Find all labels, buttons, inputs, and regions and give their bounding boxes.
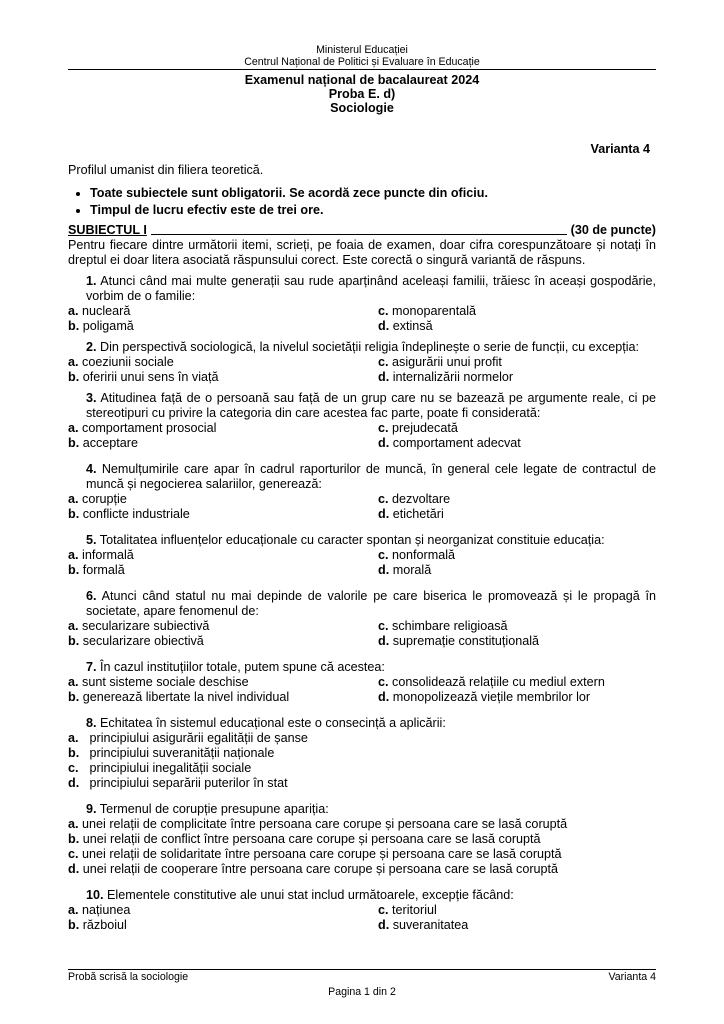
option-letter: a. bbox=[68, 355, 79, 369]
option-letter: d. bbox=[378, 436, 390, 450]
option-text: secularizare subiectivă bbox=[82, 619, 210, 633]
option-letter: a. bbox=[68, 619, 79, 633]
answer-option bbox=[68, 355, 378, 370]
answer-option bbox=[378, 675, 656, 690]
section-points: (30 de puncte) bbox=[570, 223, 656, 237]
question-stem bbox=[68, 391, 656, 421]
answer-option bbox=[378, 548, 656, 563]
footer-right: Varianta 4 bbox=[608, 971, 656, 983]
answer-option bbox=[68, 675, 378, 690]
answer-option bbox=[378, 507, 656, 522]
question-6 bbox=[68, 589, 656, 649]
answer-options bbox=[68, 675, 656, 705]
answer-option bbox=[68, 421, 378, 436]
question-number: 7. bbox=[86, 660, 97, 674]
option-text: informală bbox=[82, 548, 134, 562]
option-letter: c. bbox=[378, 548, 389, 562]
option-text: coeziunii sociale bbox=[82, 355, 174, 369]
question-number: 6. bbox=[86, 589, 97, 603]
option-letter: a. bbox=[68, 548, 79, 562]
answer-option bbox=[68, 847, 656, 862]
option-letter: b. bbox=[68, 319, 80, 333]
answer-option bbox=[378, 370, 656, 385]
option-letter: b. bbox=[68, 370, 80, 384]
question-stem bbox=[68, 462, 656, 492]
option-text: principiului asigurării egalității de șanse bbox=[89, 731, 308, 745]
option-letter: a. bbox=[68, 304, 79, 318]
question-stem bbox=[68, 533, 656, 548]
answer-option bbox=[68, 761, 656, 776]
option-text: formală bbox=[82, 563, 125, 577]
exam-title: Examenul național de bacalaureat 2024 bbox=[244, 73, 480, 87]
header bbox=[68, 44, 656, 70]
answer-option bbox=[68, 690, 378, 705]
answer-option bbox=[378, 319, 656, 334]
answer-option bbox=[378, 918, 656, 933]
answer-options bbox=[68, 619, 656, 649]
option-text: principiului inegalității sociale bbox=[89, 761, 252, 775]
answer-option bbox=[68, 903, 378, 918]
section-underline bbox=[151, 223, 567, 235]
question-stem bbox=[68, 660, 656, 675]
rule-item: • Toate subiectele sunt obligatorii. Se acordă zece puncte din oficiu. bbox=[90, 186, 656, 201]
option-letter: d. bbox=[68, 862, 80, 876]
option-text: monoparentală bbox=[392, 304, 477, 318]
option-letter: b. bbox=[68, 634, 80, 648]
answer-option bbox=[68, 634, 378, 649]
question-stem bbox=[68, 589, 656, 619]
answer-options bbox=[68, 304, 656, 334]
option-letter: a. bbox=[68, 731, 79, 745]
question-4 bbox=[68, 462, 656, 522]
option-letter: c. bbox=[378, 421, 389, 435]
answer-option bbox=[378, 690, 656, 705]
option-text: comportament prosocial bbox=[82, 421, 217, 435]
option-text: corupție bbox=[82, 492, 127, 506]
question-text: Elementele constitutive ale unui stat includ următoarele, excepție făcând: bbox=[107, 888, 514, 902]
option-text: sunt sisteme sociale deschise bbox=[82, 675, 249, 689]
question-text: Atitudinea față de o persoană sau față de un grup care nu se bazează pe argumente reale, ci pe stereotipuri cu privire la categoria din care acestea fac parte, poate fi considerată: bbox=[86, 391, 656, 420]
option-text: comportament adecvat bbox=[392, 436, 521, 450]
option-letter: a. bbox=[68, 817, 79, 831]
option-text: poligamă bbox=[82, 319, 134, 333]
option-letter: d. bbox=[378, 370, 390, 384]
answer-option bbox=[68, 918, 378, 933]
rules-list bbox=[68, 186, 656, 218]
question-3 bbox=[68, 391, 656, 451]
answer-options bbox=[68, 421, 656, 451]
answer-option bbox=[68, 507, 378, 522]
answer-option bbox=[68, 492, 378, 507]
answer-options bbox=[68, 817, 656, 877]
option-letter: d. bbox=[378, 507, 390, 521]
option-text: unei relații de complicitate între persoana care corupe și persoana care se lasă coruptă bbox=[82, 817, 568, 831]
option-text: principiului suveranității naționale bbox=[89, 746, 275, 760]
option-letter: c. bbox=[378, 492, 389, 506]
question-number: 5. bbox=[86, 533, 97, 547]
answer-options bbox=[68, 492, 656, 522]
option-letter: c. bbox=[378, 304, 389, 318]
answer-option bbox=[68, 731, 656, 746]
question-5 bbox=[68, 533, 656, 578]
option-text: secularizare obiectivă bbox=[82, 634, 204, 648]
option-letter: c. bbox=[378, 903, 389, 917]
question-text: Din perspectivă sociologică, la nivelul societății religia îndeplinește o serie de funcții, cu excepția: bbox=[100, 340, 640, 354]
question-text: Atunci când mai multe generații sau rude aparținând aceleași familii, trăiesc în aceași gospodărie, vorbim de o familie: bbox=[86, 274, 656, 303]
option-text: conflicte industriale bbox=[82, 507, 190, 521]
answer-option bbox=[68, 817, 656, 832]
question-stem bbox=[68, 802, 656, 817]
option-text: dezvoltare bbox=[392, 492, 451, 506]
question-list bbox=[68, 274, 656, 933]
option-letter: c. bbox=[378, 675, 389, 689]
question-text: Nemulțumirile care apar în cadrul raporturilor de muncă, în general cele legate de contractul de muncă și negocierea salariilor, generează: bbox=[86, 462, 657, 491]
option-letter: b. bbox=[68, 918, 80, 932]
option-text: monopolizează viețile membrilor lor bbox=[392, 690, 591, 704]
option-text: suveranitatea bbox=[392, 918, 469, 932]
option-text: etichetări bbox=[392, 507, 444, 521]
option-text: unei relații de cooperare între persoana care corupe și persoana care se lasă coruptă bbox=[82, 862, 559, 876]
option-letter: d. bbox=[378, 690, 390, 704]
option-letter: b. bbox=[68, 832, 80, 846]
answer-options bbox=[68, 903, 656, 933]
option-text: nonformală bbox=[392, 548, 456, 562]
footer bbox=[68, 969, 656, 984]
question-text: Atunci când statul nu mai depinde de valorile pe care biserica le promovează și le propagă în societate, apare fenomenul de: bbox=[86, 589, 656, 618]
ministry-name: Ministerul Educației bbox=[316, 44, 408, 56]
option-letter: c. bbox=[68, 847, 79, 861]
answer-option bbox=[68, 862, 656, 877]
answer-option bbox=[378, 436, 656, 451]
question-stem bbox=[68, 888, 656, 903]
question-number: 9. bbox=[86, 802, 97, 816]
page-number: Pagina 1 din 2 bbox=[328, 986, 396, 998]
question-stem bbox=[68, 274, 656, 304]
answer-options bbox=[68, 355, 656, 385]
question-7 bbox=[68, 660, 656, 705]
section-name: SUBIECTUL I bbox=[68, 223, 147, 237]
answer-option bbox=[378, 492, 656, 507]
option-text: generează libertate la nivel individual bbox=[82, 690, 290, 704]
question-text: În cazul instituțiilor totale, putem spune că acestea: bbox=[100, 660, 385, 674]
answer-option bbox=[378, 634, 656, 649]
option-text: schimbare religioasă bbox=[392, 619, 508, 633]
question-number: 8. bbox=[86, 716, 97, 730]
question-1 bbox=[68, 274, 656, 334]
answer-option bbox=[68, 619, 378, 634]
option-text: unei relații de solidaritate între persoana care corupe și persoana care se lasă coruptă bbox=[82, 847, 562, 861]
question-number: 10. bbox=[86, 888, 104, 902]
answer-option bbox=[68, 548, 378, 563]
option-letter: c. bbox=[378, 619, 389, 633]
answer-options bbox=[68, 548, 656, 578]
question-number: 3. bbox=[86, 391, 97, 405]
option-text: consolidează relațiile cu mediul extern bbox=[392, 675, 605, 689]
option-letter: d. bbox=[378, 563, 390, 577]
answer-option bbox=[68, 776, 656, 791]
center-name: Centrul Național de Politici și Evaluare în Educație bbox=[244, 56, 480, 68]
option-letter: d. bbox=[378, 918, 390, 932]
option-text: națiunea bbox=[82, 903, 131, 917]
option-letter: d. bbox=[68, 776, 80, 790]
option-letter: b. bbox=[68, 690, 80, 704]
answer-option bbox=[378, 619, 656, 634]
option-text: teritoriul bbox=[392, 903, 437, 917]
option-text: asigurării unui profit bbox=[392, 355, 502, 369]
question-stem bbox=[68, 716, 656, 731]
option-letter: a. bbox=[68, 492, 79, 506]
question-text: Echitatea în sistemul educațional este o consecință a aplicării: bbox=[100, 716, 446, 730]
option-text: morală bbox=[392, 563, 432, 577]
option-letter: b. bbox=[68, 507, 80, 521]
answer-option bbox=[68, 746, 656, 761]
answer-option bbox=[68, 832, 656, 847]
footer-left: Probă scrisă la sociologie bbox=[68, 971, 189, 983]
option-text: prejudecată bbox=[392, 421, 458, 435]
answer-option bbox=[68, 436, 378, 451]
question-10 bbox=[68, 888, 656, 933]
option-letter: a. bbox=[68, 421, 79, 435]
option-text: nucleară bbox=[82, 304, 131, 318]
variant-label: Varianta 4 bbox=[590, 142, 650, 156]
option-text: extinsă bbox=[392, 319, 433, 333]
answer-option bbox=[378, 903, 656, 918]
option-text: principiului separării puterilor în stat bbox=[89, 776, 288, 790]
answer-options bbox=[68, 731, 656, 791]
option-text: unei relații de conflict între persoana care corupe și persoana care se lasă coruptă bbox=[82, 832, 541, 846]
answer-option bbox=[68, 563, 378, 578]
header-divider bbox=[68, 69, 656, 70]
option-text: războiul bbox=[82, 918, 127, 932]
answer-option bbox=[378, 563, 656, 578]
option-text: acceptare bbox=[82, 436, 139, 450]
question-8 bbox=[68, 716, 656, 791]
exam-page bbox=[68, 44, 656, 933]
section-heading bbox=[68, 223, 656, 238]
answer-option bbox=[68, 304, 378, 319]
question-9 bbox=[68, 802, 656, 877]
question-stem bbox=[68, 340, 656, 355]
profile-text: Profilul umanist din filiera teoretică. bbox=[68, 163, 264, 177]
answer-option bbox=[68, 370, 378, 385]
answer-option bbox=[68, 319, 378, 334]
question-text: Termenul de corupție presupune apariția: bbox=[99, 802, 329, 816]
option-text: supremație constituțională bbox=[392, 634, 540, 648]
section-instructions: Pentru fiecare dintre următorii itemi, scrieți, pe foaia de examen, doar cifra corespunzătoare și notați în dreptul ei doar litera asociată răspunsului corect. Este corectă o singură variantă de răspuns. bbox=[68, 238, 656, 267]
subject-title: Sociologie bbox=[330, 101, 394, 115]
question-text: Totalitatea influențelor educaționale cu caracter spontan și neorganizat constituie educația: bbox=[99, 533, 605, 547]
answer-option bbox=[378, 355, 656, 370]
option-text: internalizării normelor bbox=[392, 370, 514, 384]
option-text: oferirii unui sens în viață bbox=[82, 370, 219, 384]
proba-title: Proba E. d) bbox=[328, 87, 396, 101]
question-number: 4. bbox=[86, 462, 97, 476]
option-letter: b. bbox=[68, 436, 80, 450]
option-letter: d. bbox=[378, 319, 390, 333]
option-letter: a. bbox=[68, 903, 79, 917]
option-letter: b. bbox=[68, 563, 80, 577]
answer-option bbox=[378, 421, 656, 436]
option-letter: c. bbox=[378, 355, 389, 369]
answer-option bbox=[378, 304, 656, 319]
question-number: 1. bbox=[86, 274, 97, 288]
option-letter: a. bbox=[68, 675, 79, 689]
option-letter: c. bbox=[68, 761, 79, 775]
question-number: 2. bbox=[86, 340, 97, 354]
rule-item: • Timpul de lucru efectiv este de trei ore. bbox=[90, 203, 656, 218]
question-2 bbox=[68, 340, 656, 385]
option-letter: b. bbox=[68, 746, 80, 760]
option-letter: d. bbox=[378, 634, 390, 648]
